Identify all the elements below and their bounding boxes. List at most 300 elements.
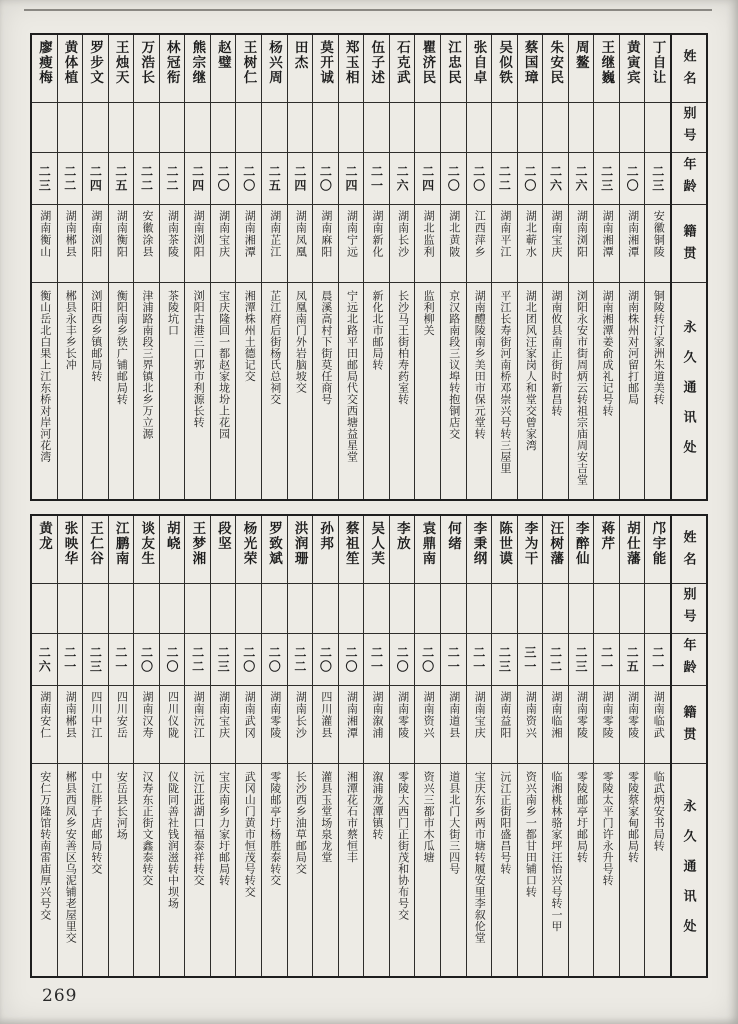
address-text: 湘潭花石市蔡恒丰 (345, 771, 358, 863)
address-text: 汉寿东正街文鑫泰转交 (140, 771, 153, 886)
age-text: 二〇 (318, 645, 333, 674)
name-cell (134, 516, 159, 584)
alias-cell (262, 584, 287, 634)
address-text: 浏阳永安市街周炳云转祖宗庙周安吉堂 (575, 290, 588, 486)
header-name-text: 姓名 (681, 530, 697, 574)
origin-cell (518, 205, 543, 283)
alias-cell (185, 103, 210, 153)
address-cell (569, 764, 594, 976)
address-text: 中江胖子店邮局转交 (89, 771, 102, 875)
origin-cell (594, 686, 619, 764)
address-text: 郴县西凤乡安善区乌泥铺老屋里交 (64, 771, 77, 944)
header-address-cell (672, 764, 706, 976)
address-text: 零陵邮亭圩邮局转 (575, 771, 588, 863)
age-cell (390, 153, 415, 205)
origin-text: 湖南浏阳 (192, 210, 205, 258)
origin-text: 湖南宝庆 (217, 691, 230, 739)
alias-cell (83, 584, 108, 634)
person-column (261, 35, 287, 499)
origin-cell (492, 686, 517, 764)
age-cell (594, 153, 619, 205)
age-text: 二〇 (446, 164, 461, 193)
address-cell (211, 764, 236, 976)
address-text: 津浦路南段三界镇北乡万立源 (140, 290, 153, 440)
origin-text: 湖南零陵 (268, 691, 281, 739)
name-cell (415, 35, 440, 103)
name-text: 洪润珊 (292, 521, 308, 566)
name-text: 段坚 (215, 521, 231, 551)
name-cell (543, 516, 568, 584)
name-text: 谈友生 (139, 521, 155, 566)
address-cell (620, 283, 645, 499)
person-column (440, 35, 466, 499)
person-column (210, 516, 236, 976)
alias-cell (313, 103, 338, 153)
name-text: 吴似铁 (497, 40, 513, 85)
name-text: 林冠衔 (164, 40, 180, 85)
origin-text: 湖南资兴 (524, 691, 537, 739)
name-text: 江忠民 (445, 40, 461, 85)
origin-cell (390, 205, 415, 283)
origin-text: 四川仪陇 (166, 691, 179, 739)
origin-cell (364, 686, 389, 764)
name-text: 廖瘦梅 (36, 40, 52, 85)
origin-cell (415, 205, 440, 283)
name-text: 李秉纲 (471, 521, 487, 566)
origin-cell (32, 686, 57, 764)
address-text: 零陵邮亭圩杨胜泰转交 (268, 771, 281, 886)
age-text: 二〇 (522, 164, 537, 193)
origin-cell (620, 686, 645, 764)
origin-cell (620, 205, 645, 283)
age-cell (467, 153, 492, 205)
origin-cell (390, 686, 415, 764)
origin-cell (211, 686, 236, 764)
address-text: 湘潭株州土德记交 (243, 290, 256, 382)
name-cell (594, 35, 619, 103)
alias-cell (518, 103, 543, 153)
header-origin-text: 籍贯 (681, 224, 697, 268)
address-text: 湖南醴陵南乡美田市保元堂转 (473, 290, 486, 440)
age-cell (620, 153, 645, 205)
address-cell (645, 283, 670, 499)
person-column (108, 516, 134, 976)
alias-cell (364, 584, 389, 634)
age-cell (185, 153, 210, 205)
age-text: 二〇 (318, 164, 333, 193)
address-cell (160, 283, 185, 499)
origin-text: 湖南茶陵 (166, 210, 179, 258)
address-text: 浏阳古港三口郭市利源长转 (192, 290, 205, 428)
alias-cell (390, 103, 415, 153)
age-text: 二二 (292, 645, 307, 674)
address-text: 临湘桃林骆家坪汪怡兴号转一甲 (549, 771, 562, 932)
name-text: 朱安民 (548, 40, 564, 85)
age-text: 二一 (62, 645, 77, 674)
age-cell (32, 634, 57, 686)
person-column (312, 35, 338, 499)
address-cell (569, 283, 594, 499)
header-column (670, 516, 706, 976)
alias-cell (620, 584, 645, 634)
age-cell (32, 153, 57, 205)
person-column (466, 516, 492, 976)
origin-text: 湖南汉寿 (140, 691, 153, 739)
name-text: 丁自让 (650, 40, 666, 85)
alias-cell (518, 584, 543, 634)
age-text: 二一 (650, 645, 665, 674)
address-cell (415, 764, 440, 976)
person-column (338, 35, 364, 499)
header-age-text: 年龄 (681, 156, 697, 201)
person-column (619, 35, 645, 499)
age-cell (390, 634, 415, 686)
origin-cell (569, 686, 594, 764)
address-text: 道县北门大街三四号 (447, 771, 460, 875)
origin-cell (415, 686, 440, 764)
alias-cell (467, 103, 492, 153)
address-text: 凤凰南门外岩脑坡交 (294, 290, 307, 394)
alias-cell (236, 584, 261, 634)
address-cell (390, 283, 415, 499)
name-cell (236, 516, 261, 584)
alias-cell (339, 584, 364, 634)
alias-cell (83, 103, 108, 153)
address-text: 宁远北路平田邮局代交西塘益星堂 (345, 290, 358, 463)
person-column (57, 516, 83, 976)
origin-text: 湖南芷江 (268, 210, 281, 258)
origin-text: 湖南湘潭 (601, 210, 614, 258)
address-text: 仪陇同善社钱润滋转中坝场 (166, 771, 179, 909)
name-cell (441, 516, 466, 584)
age-cell (415, 153, 440, 205)
age-text: 二〇 (471, 164, 486, 193)
origin-text: 安徽涂县 (140, 210, 153, 258)
name-cell (620, 35, 645, 103)
alias-cell (441, 584, 466, 634)
address-cell (364, 283, 389, 499)
origin-text: 湖南新化 (371, 210, 384, 258)
person-column (568, 35, 594, 499)
name-cell (262, 516, 287, 584)
name-cell (211, 35, 236, 103)
name-cell (543, 35, 568, 103)
origin-text: 湖南资兴 (422, 691, 435, 739)
origin-cell (236, 686, 261, 764)
origin-text: 湖南长沙 (396, 210, 409, 258)
name-text: 王树仁 (241, 40, 257, 85)
age-cell (543, 153, 568, 205)
address-cell (467, 283, 492, 499)
age-cell (160, 153, 185, 205)
person-column (287, 35, 313, 499)
name-text: 黄体植 (62, 40, 78, 85)
name-text: 蔡国璋 (522, 40, 538, 85)
origin-text: 湖南安仁 (38, 691, 51, 739)
origin-text: 四川中江 (89, 691, 102, 739)
origin-text: 湖南溆浦 (371, 691, 384, 739)
header-age-text: 年龄 (681, 637, 697, 682)
address-text: 铜陵转汀家洲朱道美转 (652, 290, 665, 405)
origin-text: 湖南零陵 (626, 691, 639, 739)
address-text: 郴县永丰乡长冲 (64, 290, 77, 371)
address-text: 资兴三都市木瓜塘 (422, 771, 435, 863)
address-text: 芷江府后街杨氏总祠交 (268, 290, 281, 405)
origin-cell (83, 205, 108, 283)
address-cell (339, 283, 364, 499)
age-cell (492, 153, 517, 205)
origin-text: 湖南零陵 (575, 691, 588, 739)
name-cell (441, 35, 466, 103)
address-cell (645, 764, 670, 976)
address-cell (211, 283, 236, 499)
address-cell (32, 764, 57, 976)
origin-cell (32, 205, 57, 283)
name-cell (288, 35, 313, 103)
header-alias-text: 别号 (681, 586, 697, 631)
age-cell (364, 634, 389, 686)
name-cell (518, 516, 543, 584)
age-cell (339, 153, 364, 205)
origin-text: 湖南零陵 (601, 691, 614, 739)
age-text: 二二 (165, 164, 180, 193)
age-cell (364, 153, 389, 205)
age-text: 二五 (625, 645, 640, 674)
address-text: 零陵太平门许永升号转 (601, 771, 614, 886)
address-text: 宝庆南乡力家圩邮局转 (217, 771, 230, 886)
person-column (619, 516, 645, 976)
address-cell (109, 283, 134, 499)
name-cell (492, 516, 517, 584)
person-column (644, 35, 670, 499)
name-text: 张映华 (62, 521, 78, 566)
address-cell (83, 764, 108, 976)
age-cell (492, 634, 517, 686)
origin-text: 湖南麻阳 (319, 210, 332, 258)
age-cell (236, 634, 261, 686)
name-cell (32, 35, 57, 103)
origin-cell (58, 205, 83, 283)
person-column (491, 516, 517, 976)
age-cell (441, 634, 466, 686)
alias-cell (160, 103, 185, 153)
age-cell (645, 634, 670, 686)
person-column (466, 35, 492, 499)
person-column (517, 35, 543, 499)
age-text: 二〇 (625, 164, 640, 193)
alias-cell (236, 103, 261, 153)
origin-text: 湖北蕲水 (524, 210, 537, 258)
address-cell (109, 764, 134, 976)
age-cell (211, 634, 236, 686)
address-cell (58, 764, 83, 976)
alias-cell (569, 584, 594, 634)
name-cell (645, 516, 670, 584)
origin-cell (339, 205, 364, 283)
age-text: 二二 (139, 164, 154, 193)
address-text: 京汉路南段三议埠转抱铜店交 (447, 290, 460, 440)
page-top-rule (24, 9, 712, 11)
header-origin-cell (672, 686, 706, 764)
address-text: 零陵蔡家甸邮局转 (626, 771, 639, 863)
age-text: 二二 (190, 645, 205, 674)
name-cell (492, 35, 517, 103)
origin-text: 湖南临湘 (549, 691, 562, 739)
origin-text: 湖南长沙 (294, 691, 307, 739)
origin-text: 湖南衡山 (38, 210, 51, 258)
age-cell (236, 153, 261, 205)
age-text: 二二 (548, 645, 563, 674)
alias-cell (262, 103, 287, 153)
age-text: 二〇 (165, 645, 180, 674)
person-column (133, 516, 159, 976)
alias-cell (390, 584, 415, 634)
name-cell (83, 516, 108, 584)
address-cell (492, 764, 517, 976)
name-text: 周鳌 (573, 40, 589, 70)
directory-table-bottom (30, 514, 708, 978)
person-column (235, 516, 261, 976)
origin-text: 江西萍乡 (473, 210, 486, 258)
address-cell (467, 764, 492, 976)
address-cell (518, 283, 543, 499)
origin-text: 湖南郴县 (64, 210, 77, 258)
address-cell (364, 764, 389, 976)
name-text: 罗致斌 (267, 521, 283, 566)
age-text: 二〇 (343, 645, 358, 674)
age-cell (134, 634, 159, 686)
person-column (184, 516, 210, 976)
alias-cell (211, 103, 236, 153)
address-cell (543, 764, 568, 976)
origin-cell (262, 686, 287, 764)
origin-text: 湖南宝庆 (473, 691, 486, 739)
origin-text: 湖南衡阳 (115, 210, 128, 258)
age-cell (185, 634, 210, 686)
age-cell (313, 634, 338, 686)
address-text: 灌县玉堂场泉龙堂 (319, 771, 332, 863)
origin-text: 湖北监利 (422, 210, 435, 258)
age-text: 二三 (88, 645, 103, 674)
origin-cell (83, 686, 108, 764)
age-cell (645, 153, 670, 205)
origin-text: 湖南浏阳 (575, 210, 588, 258)
age-text: 二三 (650, 164, 665, 193)
alias-cell (415, 103, 440, 153)
age-text: 二〇 (216, 164, 231, 193)
age-cell (467, 634, 492, 686)
person-column (593, 516, 619, 976)
header-name-cell (672, 35, 706, 103)
person-column (159, 516, 185, 976)
name-text: 李放 (394, 521, 410, 551)
address-text: 临武炳安书局转 (652, 771, 665, 852)
alias-cell (645, 103, 670, 153)
directory-table-top (30, 33, 708, 501)
age-text: 二六 (37, 645, 52, 674)
age-cell (262, 153, 287, 205)
person-column (363, 516, 389, 976)
age-text: 二六 (395, 164, 410, 193)
origin-text: 湖南浏阳 (89, 210, 102, 258)
header-age-cell (672, 634, 706, 686)
alias-cell (620, 103, 645, 153)
name-cell (160, 516, 185, 584)
name-cell (390, 516, 415, 584)
origin-text: 湖南武冈 (243, 691, 256, 739)
age-text: 二三 (599, 164, 614, 193)
name-cell (313, 516, 338, 584)
name-text: 蔡祖笙 (343, 521, 359, 566)
header-address-text: 永久通讯处 (681, 319, 697, 470)
address-text: 宝庆东乡两市塘转履安里李叙伦堂 (473, 771, 486, 944)
address-text: 资兴南乡一都甘田铺口转 (524, 771, 537, 898)
header-address-text: 永久通讯处 (681, 798, 697, 949)
address-text: 湖南株州对河留打邮局 (626, 290, 639, 405)
alias-cell (58, 584, 83, 634)
person-column (389, 35, 415, 499)
name-cell (594, 516, 619, 584)
alias-cell (211, 584, 236, 634)
name-text: 万浩长 (139, 40, 155, 85)
age-text: 三一 (522, 645, 537, 674)
name-text: 胡峣 (164, 521, 180, 551)
address-text: 监利柳关 (422, 290, 435, 336)
name-cell (58, 516, 83, 584)
person-column (414, 35, 440, 499)
alias-cell (58, 103, 83, 153)
person-column (338, 516, 364, 976)
alias-cell (492, 103, 517, 153)
origin-cell (569, 205, 594, 283)
alias-cell (288, 584, 313, 634)
address-cell (313, 764, 338, 976)
age-text: 二一 (369, 164, 384, 193)
origin-text: 湖南沅江 (192, 691, 205, 739)
age-text: 二〇 (241, 645, 256, 674)
alias-cell (288, 103, 313, 153)
name-text: 袁鼎南 (420, 521, 436, 566)
origin-text: 湖南凤凰 (294, 210, 307, 258)
address-cell (313, 283, 338, 499)
header-column (670, 35, 706, 499)
header-origin-cell (672, 205, 706, 283)
name-cell (518, 35, 543, 103)
person-column (57, 35, 83, 499)
name-text: 杨兴周 (267, 40, 283, 85)
origin-cell (645, 686, 670, 764)
name-cell (390, 35, 415, 103)
name-text: 王烛天 (113, 40, 129, 85)
origin-cell (211, 205, 236, 283)
name-text: 胡仕藩 (624, 521, 640, 566)
address-text: 武冈山门黄市恒茂号转交 (243, 771, 256, 898)
age-cell (415, 634, 440, 686)
origin-cell (109, 205, 134, 283)
alias-cell (109, 584, 134, 634)
name-cell (32, 516, 57, 584)
name-text: 瞿济民 (420, 40, 436, 85)
address-cell (492, 283, 517, 499)
origin-text: 湖南益阳 (498, 691, 511, 739)
origin-text: 湖南湘潭 (243, 210, 256, 258)
person-column (235, 35, 261, 499)
age-cell (441, 153, 466, 205)
age-cell (160, 634, 185, 686)
address-cell (32, 283, 57, 499)
name-text: 黄龙 (36, 521, 52, 551)
origin-cell (160, 686, 185, 764)
